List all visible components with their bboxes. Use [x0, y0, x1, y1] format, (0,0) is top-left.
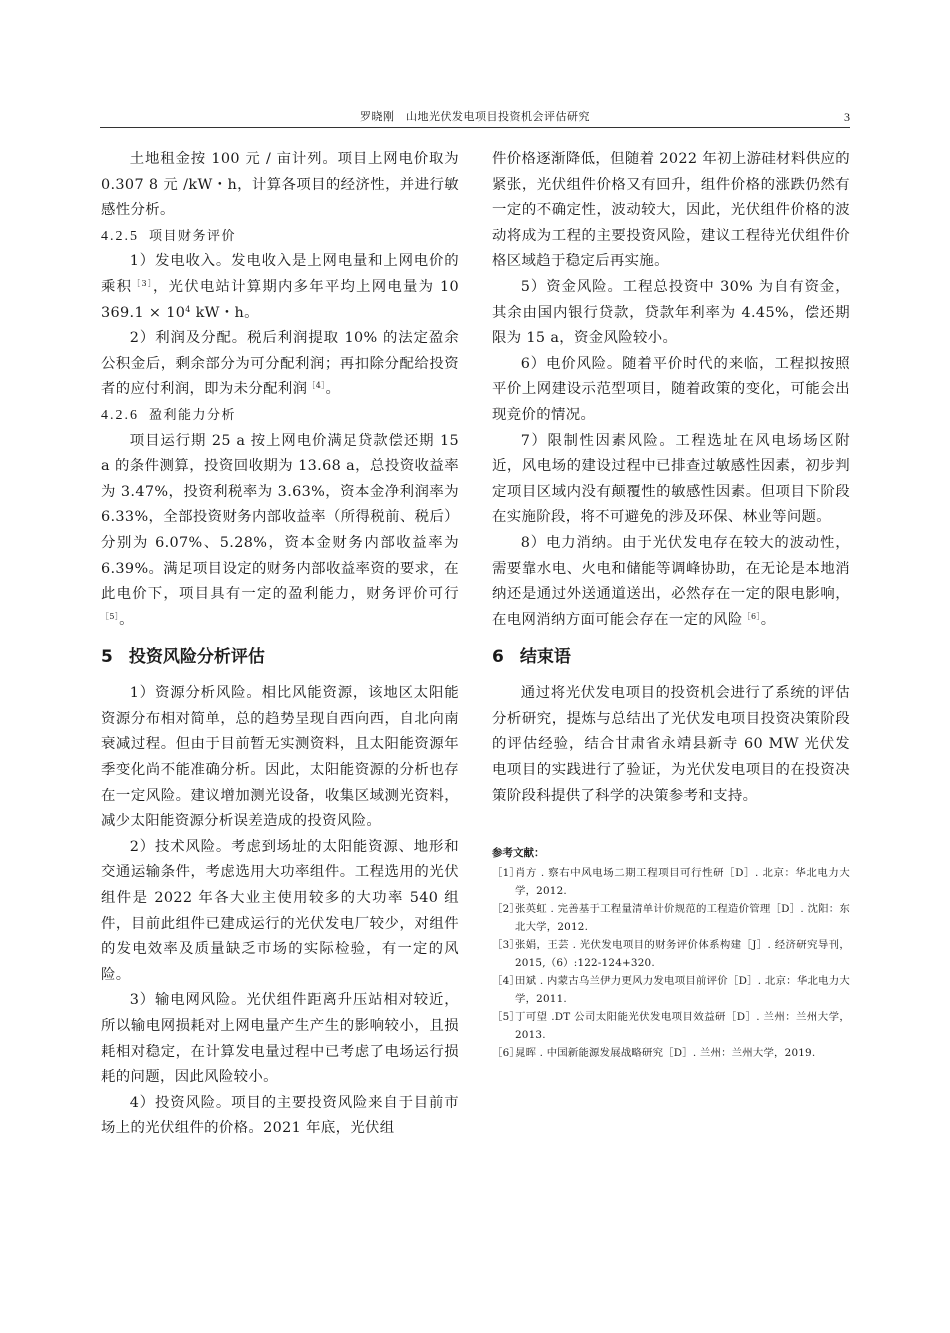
- left-column: [101, 147, 459, 1142]
- reference-number: ［4］: [492, 975, 520, 988]
- paragraph-land-rent: 土地租金按 100 元 / 亩计列。项目上网电价取为 0.307 8 元 /kW・h，计算各项目的经济性，并进行敏感性分析。: [101, 151, 459, 219]
- section-number: 6: [492, 647, 504, 668]
- text-run: 。: [325, 381, 341, 398]
- paragraph-investment-risk: 4）投资风险。项目的主要投资风险来自于目前市场上的光伏组件的价格。2021 年底，光伏组: [101, 1094, 459, 1137]
- subsection-heading-4-2-6: [101, 403, 459, 429]
- reference-number: ［6］: [492, 1047, 520, 1060]
- subsection-title: 盈利能力分析: [149, 407, 237, 423]
- text-run: ，光伏电站计算期内多年平均上网电量为 10 369.1 × 10: [101, 278, 459, 321]
- reference-text: 张娟，王芸 . 光伏发电项目的财务评价体系构建［J］. 经济研究导刊，2015,（6）:122-124+320.: [515, 939, 850, 970]
- text-run: 。: [760, 611, 776, 628]
- reference-text: 晁晖 . 中国新能源发展战略研究［D］. 兰州：兰州大学，2019.: [515, 1047, 816, 1060]
- paragraph-investment-risk-continued: 件价格逐渐降低，但随着 2022 年初上游硅材料供应的紧张，光伏组件价格又有回升，组件价格的涨跌仍然有一定的不确定性，波动较大，因此，光伏组件价格的波动将成为工程的主要投资风险，建议工程待光伏组件价格区域趋于稳定后再实施。: [492, 151, 850, 270]
- right-column: [492, 147, 850, 1062]
- subsection-heading-4-2-5: [101, 224, 459, 250]
- references: [492, 845, 850, 1062]
- paragraph-power-consumption: [492, 531, 850, 633]
- reference-number: ［1］: [492, 867, 520, 880]
- paragraph-conclusion: 通过将光伏发电项目的投资机会进行了系统的评估分析研究，提炼与总结出了光伏发电项目投资决策阶段的评估经验，结合甘肃省永靖县新寺 60 MW 光伏发电项目的实践进行了验证，为光伏发电项目的在投资决策阶段科提供了科学的决策参考和支持。: [492, 685, 850, 804]
- text-run: 2）利润及分配。税后利润提取 10% 的法定盈余公积金后，剩余部分为可分配利润；再扣除分配给投资者的应付利润，即为未分配利润: [101, 330, 459, 398]
- reference-item: [492, 864, 850, 900]
- text-run: kW・h。: [190, 304, 259, 321]
- reference-number: ［2］: [492, 903, 520, 916]
- section-title: 结束语: [519, 647, 571, 668]
- paragraph-profitability: [101, 429, 459, 634]
- citation: ［5］: [101, 611, 120, 621]
- running-header: [100, 108, 850, 126]
- subsection-title: 项目财务评价: [149, 228, 237, 244]
- reference-text: 肖方 . 察右中风电场二期工程项目可行性研［D］. 北京：华北电力大学，2012.: [515, 867, 850, 898]
- reference-number: ［5］: [492, 1011, 520, 1024]
- citation: ［6］: [742, 611, 761, 621]
- paragraph-price-risk: 6）电价风险。随着平价时代的来临，工程拟按照平价上网建设示范型项目，随着政策的变化，可能会出现竞价的情况。: [492, 355, 850, 423]
- reference-text: 张英虹 . 完善基于工程量清单计价规范的工程造价管理［D］. 沈阳：东北大学，2012.: [515, 903, 850, 934]
- text-run: 项目运行期 25 a 按上网电价满足贷款偿还期 15 a 的条件测算，投资回收期为 13.68 a，总投资收益率为 3.47%，投资利税率为 3.63%，资本金净利润率为 6.33%，全部投资财务内部收益率（所得税前、税后）分别为 6.07%、5.28%，资本金财务内部收益率为 6.39%。满足项目设定的财务内部收益率资的要求，在此电价下，项目具有一定的盈利能力，财务评价可行: [101, 432, 459, 603]
- paragraph-grid-risk: 3）输电网风险。光伏组件距离升压站相对较近，所以输电网损耗对上网电量产生产生的影响较小，且损耗相对稳定，在计算发电量过程中已考虑了电场运行损耗的问题，因此风险较小。: [101, 992, 459, 1086]
- subsection-number: 4.2.6: [101, 407, 139, 423]
- paragraph-capital-risk: 5）资金风险。工程总投资中 30% 为自有资金，其余由国内银行贷款，贷款年利率为 4.45%，偿还期限为 15 a，资金风险较小。: [492, 278, 850, 347]
- reference-text: 田斌 . 内蒙古乌兰伊力更风力发电项目前评价［D］. 北京：华北电力大学，2011.: [515, 975, 850, 1006]
- paragraph-power-income: [101, 249, 459, 326]
- references-title: 参考文献：: [492, 847, 545, 860]
- citation: ［4］: [307, 381, 326, 391]
- text-run: 。: [119, 611, 134, 628]
- paragraph-technical-risk: 2）技术风险。考虑到场址的太阳能资源、地形和交通运输条件，考虑选用大功率组件。工程选用的光伏组件是 2022 年各大业主使用较多的大功率 540 组件，目前此组件已建成运行的光伏发电厂较少，对组件的发电效率及质量缺乏市场的实际检验，有一定的风险。: [101, 838, 459, 983]
- text-run: 8）电力消纳。由于光伏发电存在较大的波动性，需要靠水电、火电和储能等调峰协助，在无论是本地消纳还是通过外送通道送出，必然存在一定的限电影响，在电网消纳方面可能会存在一定的风险: [492, 534, 850, 628]
- reference-item: [492, 1044, 850, 1062]
- paragraph-restrictive-factor-risk: 7）限制性因素风险。工程选址在风电场场区附近，风电场的建设过程中已排查过敏感性因素，初步判定项目区域内没有颠覆性的敏感性因素。但项目下阶段在实施阶段，将不可避免的涉及环保、林业等问题。: [492, 432, 850, 526]
- citation: ［3］: [132, 278, 154, 288]
- reference-item: [492, 1008, 850, 1044]
- reference-item: [492, 936, 850, 972]
- reference-text: 丁可望 .DT 公司太阳能光伏发电项目效益研［D］. 兰州：兰州大学，2013.: [515, 1011, 850, 1042]
- paragraph-profit-distribution: [101, 326, 459, 403]
- superscript-exponent: 4: [185, 304, 191, 314]
- section-title: 投资风险分析评估: [128, 647, 265, 668]
- section-number: 5: [101, 647, 113, 668]
- text-run: 1）发电收入。发电收入是上网电量和上网电价的乘积: [101, 253, 459, 295]
- section-heading-5: [101, 645, 459, 669]
- reference-item: [492, 972, 850, 1008]
- subsection-number: 4.2.5: [101, 228, 139, 244]
- reference-item: [492, 900, 850, 936]
- section-heading-6: [492, 645, 850, 669]
- paragraph-resource-risk: 1）资源分析风险。相比风能资源，该地区太阳能资源分布相对简单，总的趋势呈现自西向西，自北向南衰减过程。但由于目前暂无实测资料，且太阳能资源年季变化尚不能准确分析。因此，太阳能资源的分析也存在一定风险。建议增加测光设备，收集区域测光资料，减少太阳能资源分析误差造成的投资风险。: [101, 685, 459, 830]
- header-rule: [100, 127, 850, 128]
- reference-number: ［3］: [492, 939, 520, 952]
- running-header-title: 罗晓刚 山地光伏发电项目投资机会评估研究: [360, 110, 590, 123]
- page-number: 3: [844, 110, 850, 124]
